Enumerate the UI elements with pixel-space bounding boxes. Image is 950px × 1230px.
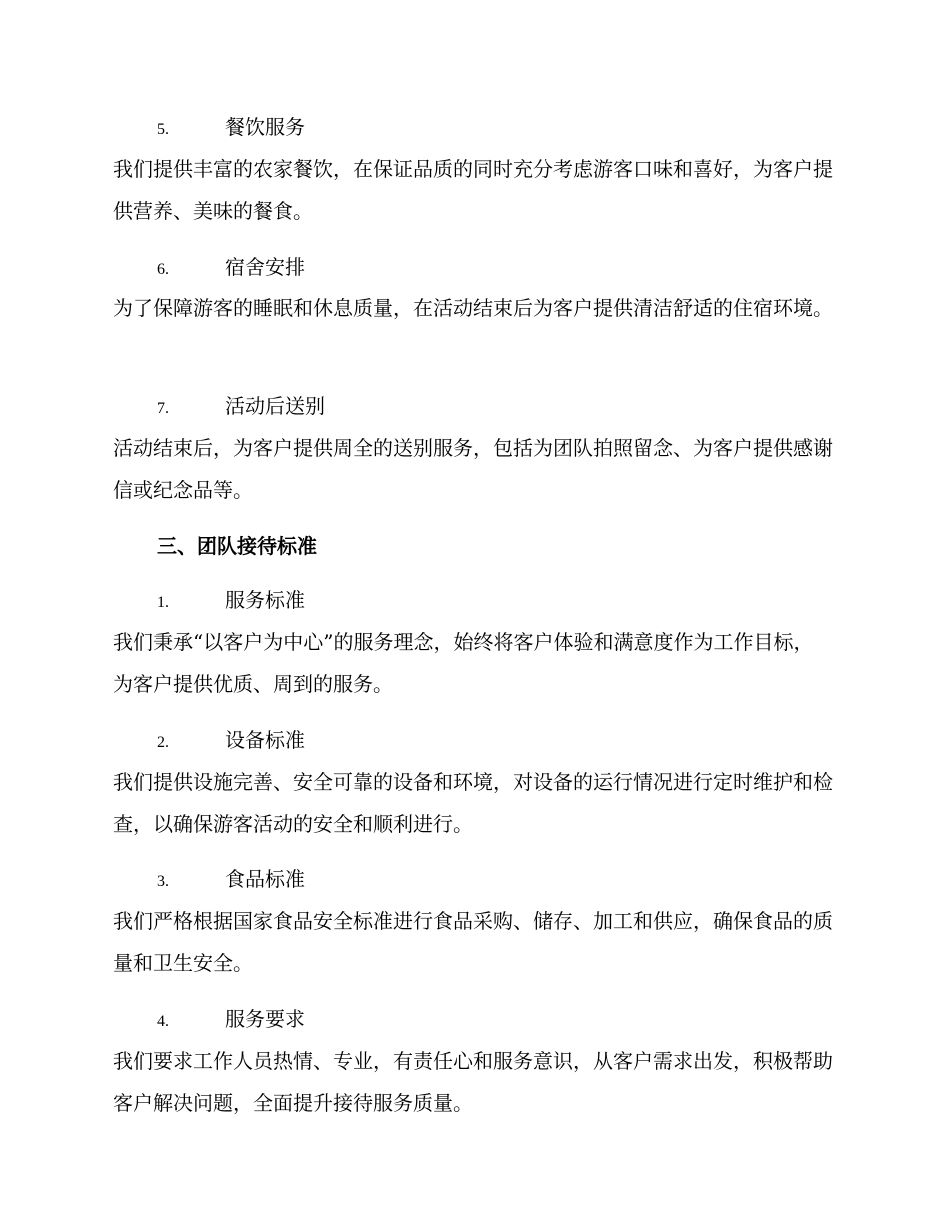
item-title: 宿舍安排 (225, 255, 305, 279)
item-heading-7 (157, 391, 325, 421)
item-title: 服务标准 (225, 588, 305, 612)
item-paragraph-5: 我们提供丰富的农家餐饮，在保证品质的同时充分考虑游客口味和喜好，为客户提供营养、美味的餐食。 (113, 157, 833, 223)
standard-paragraph-3: 我们严格根据国家食品安全标准进行食品采购、储存、加工和供应，确保食品的质量和卫生安全。 (113, 909, 833, 975)
item-heading-6 (157, 252, 305, 282)
item-number: 3. (157, 873, 169, 890)
item-title: 活动后送别 (225, 394, 325, 418)
standard-heading-4 (157, 1004, 305, 1034)
item-heading-5 (157, 112, 305, 142)
standard-heading-1 (157, 585, 305, 615)
item-title: 服务要求 (225, 1007, 305, 1031)
item-number: 4. (157, 1013, 169, 1030)
item-number: 6. (157, 261, 169, 278)
item-title: 餐饮服务 (225, 115, 305, 139)
item-number: 5. (157, 121, 169, 138)
item-number: 2. (157, 734, 169, 751)
item-title: 设备标准 (225, 728, 305, 752)
item-number: 7. (157, 400, 169, 417)
standard-heading-2 (157, 725, 305, 755)
standard-paragraph-4: 我们要求工作人员热情、专业，有责任心和服务意识，从客户需求出发，积极帮助客户解决问题，全面提升接待服务质量。 (113, 1049, 833, 1115)
standard-heading-3 (157, 864, 305, 894)
item-paragraph-6: 为了保障游客的睡眠和休息质量，在活动结束后为客户提供清洁舒适的住宿环境。 (113, 296, 833, 320)
standard-paragraph-2: 我们提供设施完善、安全可靠的设备和环境，对设备的运行情况进行定时维护和检查，以确保游客活动的安全和顺利进行。 (113, 770, 833, 836)
item-title: 食品标准 (225, 867, 305, 891)
standard-paragraph-1: 我们秉承“以客户为中心”的服务理念，始终将客户体验和满意度作为工作目标，为客户提供优质、周到的服务。 (113, 630, 814, 696)
item-number: 1. (157, 594, 169, 611)
item-paragraph-7: 活动结束后，为客户提供周全的送别服务，包括为团队拍照留念、为客户提供感谢信或纪念品等。 (113, 436, 833, 502)
section-heading: 三、团队接待标准 (157, 534, 317, 558)
